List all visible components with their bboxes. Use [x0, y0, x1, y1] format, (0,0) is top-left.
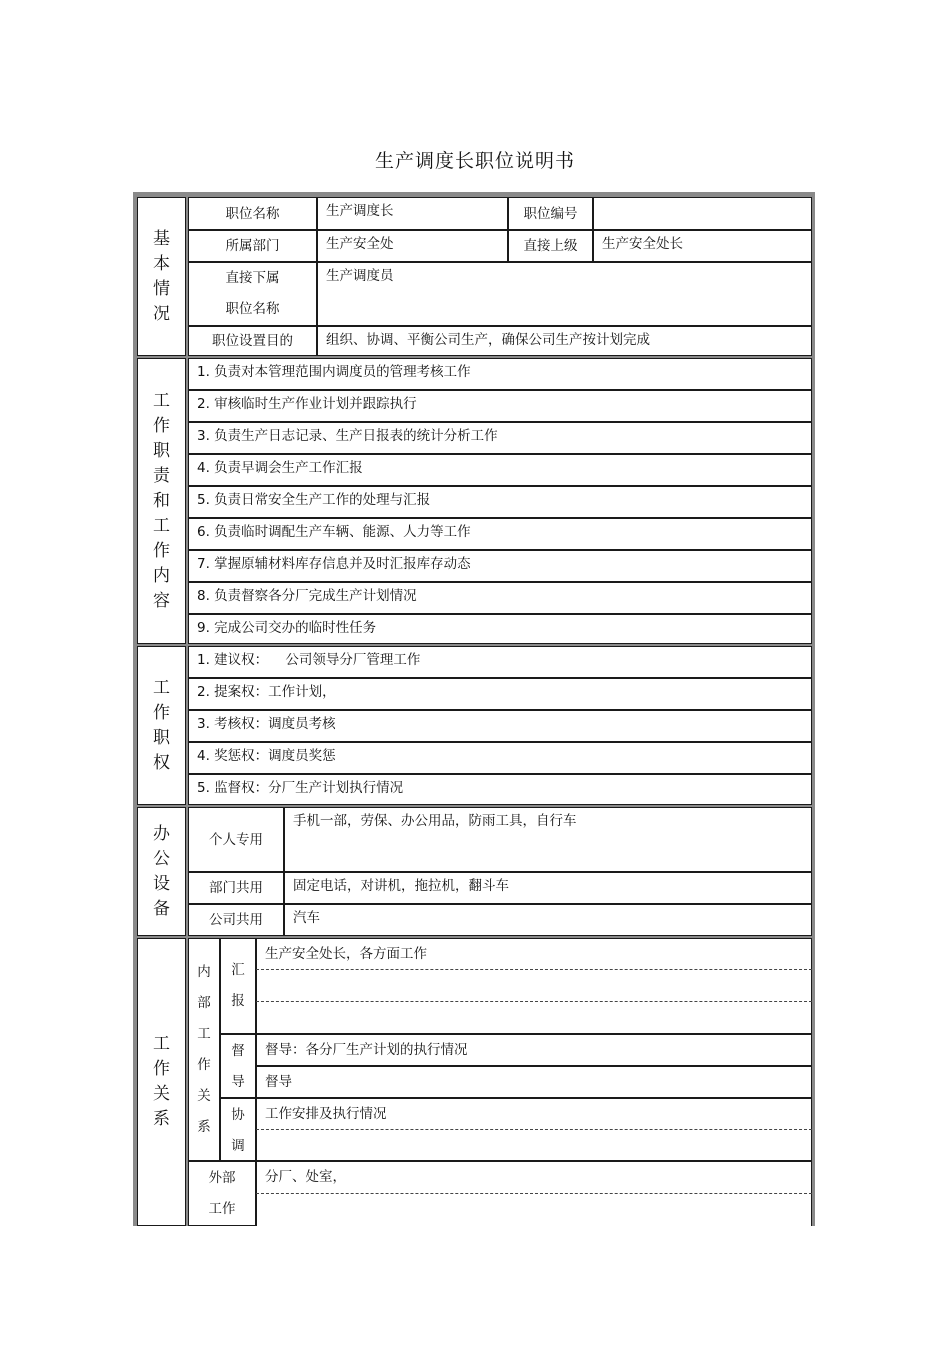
duty-item: 8. 负责督察各分厂完成生产计划情况 — [188, 582, 812, 614]
supervise-item: 督导：各分厂生产计划的执行情况 — [256, 1034, 812, 1066]
subordinate-label: 直接下属 职位名称 — [188, 262, 317, 326]
superior-label: 直接上级 — [508, 230, 593, 262]
authority-item: 4. 奖惩权：调度员奖惩 — [188, 742, 812, 774]
dashed-divider — [256, 1129, 812, 1130]
department-label: 所属部门 — [188, 230, 317, 262]
coordinate-content: 工作安排及执行情况 — [256, 1098, 812, 1161]
section-authority: 工 作 职 权 — [137, 646, 186, 805]
coordinate-label: 协 调 — [220, 1098, 256, 1161]
section-duties: 工 作 职 责 和 工 作 内 容 — [137, 358, 186, 644]
superior-value: 生产安全处长 — [593, 230, 812, 262]
position-no-label: 职位编号 — [508, 197, 593, 230]
position-no-value — [593, 197, 812, 230]
duty-item: 4. 负责早调会生产工作汇报 — [188, 454, 812, 486]
equipment-label: 部门共用 — [188, 872, 284, 904]
purpose-label: 职位设置目的 — [188, 326, 317, 356]
position-name-value: 生产调度长 — [317, 197, 508, 230]
authority-item: 1. 建议权： 公司领导分厂管理工作 — [188, 646, 812, 678]
supervise-item: 督导 — [256, 1066, 812, 1098]
purpose-value: 组织、协调、平衡公司生产，确保公司生产按计划完成 — [317, 326, 812, 356]
section-basic-info: 基 本 情 况 — [137, 197, 186, 356]
equipment-value: 手机一部，劳保、办公用品，防雨工具，自行车 — [284, 807, 812, 872]
internal-relations-label: 内 部 工 作 关 系 — [188, 938, 220, 1161]
external-content: 分厂、处室， — [256, 1161, 812, 1226]
duty-item: 9. 完成公司交办的临时性任务 — [188, 614, 812, 644]
position-name-label: 职位名称 — [188, 197, 317, 230]
section-equipment: 办 公 设 备 — [137, 807, 186, 936]
dashed-divider — [256, 969, 812, 970]
subordinate-value: 生产调度员 — [317, 262, 812, 326]
authority-item: 3. 考核权：调度员考核 — [188, 710, 812, 742]
external-relations-label: 外部 工作 — [188, 1161, 256, 1226]
section-relations: 工 作 关 系 — [137, 938, 186, 1226]
duty-item: 3. 负责生产日志记录、生产日报表的统计分析工作 — [188, 422, 812, 454]
report-label: 汇 报 — [220, 938, 256, 1034]
dashed-divider — [256, 1001, 812, 1002]
equipment-value: 固定电话，对讲机，拖拉机，翻斗车 — [284, 872, 812, 904]
dashed-divider — [256, 1193, 812, 1194]
duty-item: 1. 负责对本管理范围内调度员的管理考核工作 — [188, 358, 812, 390]
equipment-label: 个人专用 — [188, 807, 284, 872]
page-title: 生产调度长职位说明书 — [374, 150, 575, 172]
supervise-label: 督 导 — [220, 1034, 256, 1098]
duty-item: 5. 负责日常安全生产工作的处理与汇报 — [188, 486, 812, 518]
report-content: 生产安全处长，各方面工作 — [256, 938, 812, 1034]
equipment-label: 公司共用 — [188, 904, 284, 936]
duty-item: 2. 审核临时生产作业计划并跟踪执行 — [188, 390, 812, 422]
equipment-value: 汽车 — [284, 904, 812, 936]
authority-item: 5. 监督权：分厂生产计划执行情况 — [188, 774, 812, 805]
department-value: 生产安全处 — [317, 230, 508, 262]
duty-item: 6. 负责临时调配生产车辆、能源、人力等工作 — [188, 518, 812, 550]
authority-item: 2. 提案权：工作计划， — [188, 678, 812, 710]
duty-item: 7. 掌握原辅材料库存信息并及时汇报库存动态 — [188, 550, 812, 582]
